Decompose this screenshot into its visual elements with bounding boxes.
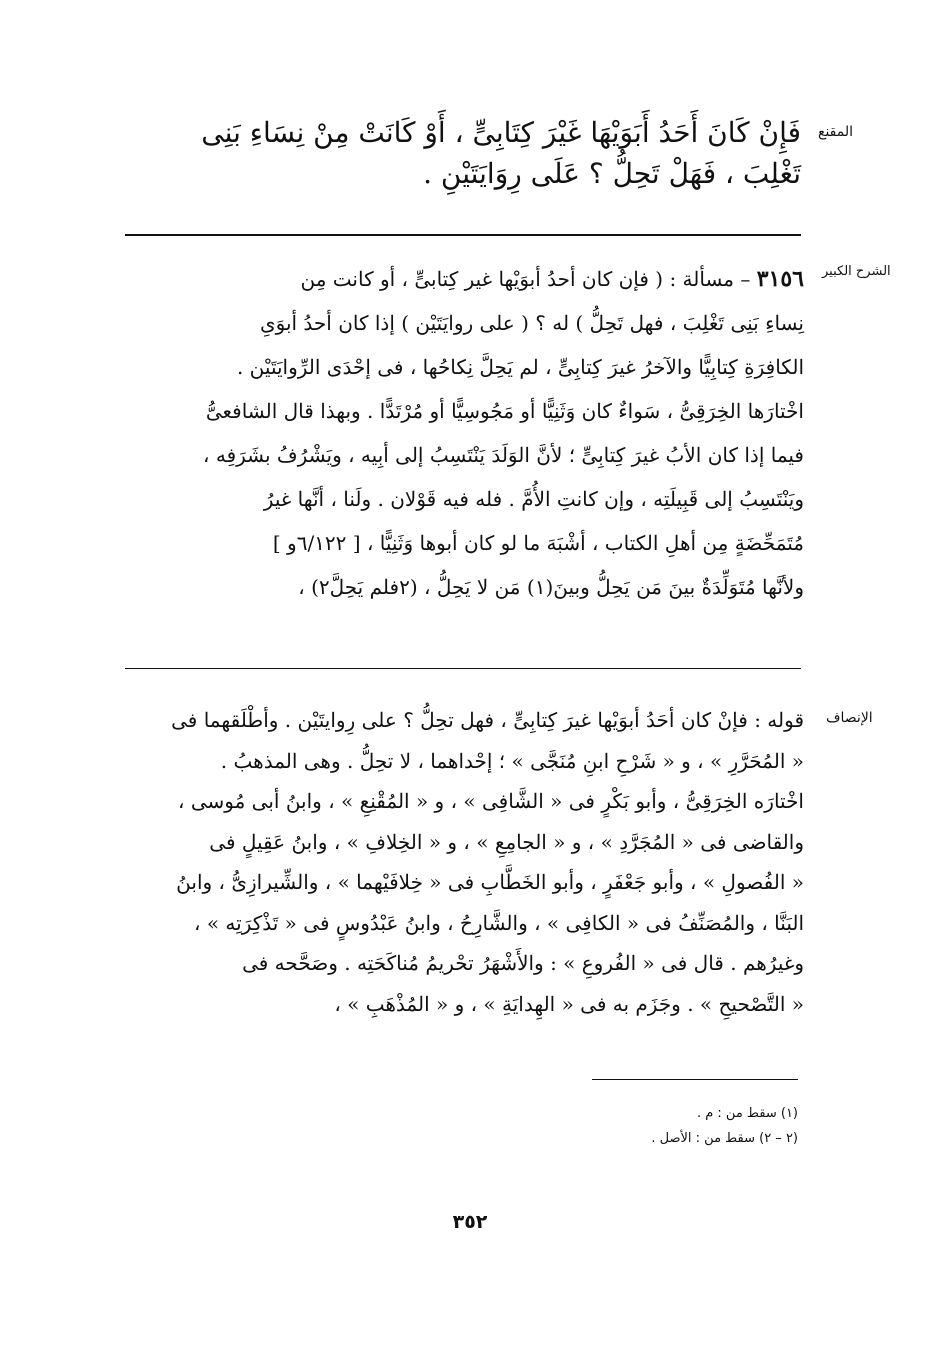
footnote: (١) سقط من : م . [696,1106,798,1121]
matn-text [125,112,801,194]
page-number: ٣٥٢ [452,1211,488,1233]
insaf-line: البَنَّا ، والمُصَنِّفُ فى « الكافِى » ، والشَّارِحُ ، وابنُ عَبْدُوسٍ فى « تَذْكِرَتِه » ، [194,910,804,935]
insaf-label: الإنصاف [826,710,873,726]
sharh-line: الكافِرَةِ كِتابِيًّا والآخرُ غيرَ كِتابِىٍّ ، لم يَحِلَّ نِكاحُها ، فى إحْدَى الرِّوايَتَيْن . [236,355,804,379]
sharh-text [128,257,804,609]
matn-line: فَإِنْ كَانَ أَحَدُ أَبَوَيْهَا غَيْرَ كِتَابِىٍّ ، أَوْ كَانَتْ مِنْ نِسَاءِ بَنِى [201,116,801,149]
issue-number: ٣١٥٦ [756,266,804,292]
footnotes [560,1101,798,1151]
insaf-line: « الفُصولِ » ، وأبو جَعْفَرٍ ، وأبو الخَطَّابِ فى « خِلافَيْهما » ، والشِّيرازِىُّ ، وابنُ [176,870,804,894]
footnote-divider [592,1079,798,1080]
sharh-line: – مسألة : ( فإن كان أحدُ أبوَيْها غير كِتابىٍّ ، أو كانت مِن [300,267,751,291]
sharh-line: ولأنَّها مُتَوَلِّدَةٌ بينَ مَن يَحِلُّ وبينَ(١) مَن لا يَحِلُّ ، (٢فلم يَحِلَّ٢) ، [298,575,804,599]
insaf-text [128,700,804,1024]
sharh-line: فيما إذا كان الأبُ غيرَ كِتابِىٍّ ؛ لأنَّ الوَلَدَ يَنْتَسِبُ إلى أبِيه ، ويَشْرُفُ بشَرَفِه ، [203,443,804,467]
section-divider [125,668,801,669]
sharh-line: اخْتارَها الخِرَقِىُّ ، سَواءٌ كان وَثَنِيًّا أو مَجُوسِيًّا أو مُرْتَدًّا . وبهذا قال الشافعىُّ [205,399,804,423]
sharh-line: نِساءِ بَنِى تَغْلِبَ ، فهل تَحِلُّ ) له ؟ ( على روايَتَيْن ) إذا كان أحدُ أبوَىِ [259,311,804,335]
insaf-line: « المُحَرَّرِ » ، و « شَرْحِ ابنِ مُنَجَّى » ؛ إحْداهما ، لا تحِلُّ . وهى المذهبُ . [220,748,804,773]
insaf-line: اخْتارَه الخِرَقِىُّ ، وأبو بَكْرٍ فى « الشَّافِى » ، و « المُقْنِعِ » ، وابنُ أبى مُوسى ، [178,789,804,813]
insaf-line: والقاضى فى « المُجَرَّدِ » ، و « الجامِعِ » ، و « الخِلافِ » ، وابنُ عَقِيلٍ فى [209,829,804,854]
sharh-label: الشرح الكبير [822,264,891,279]
section-divider [125,234,801,236]
sharh-line: ويَنْتَسِبُ إلى قَبِيلَتِه ، وإن كانتِ الأُمَّ . فله فيه قَوْلان . ولَنا ، أنَّها غيرُ [263,487,804,511]
sharh-line-first [128,257,804,301]
matn-line: تَغْلِبَ ، فَهَلْ تَحِلُّ ؟ عَلَى رِوَايَتَيْنِ . [423,157,801,190]
matn-label: المقنع [818,124,854,140]
insaf-line: وغيرُهم . قال فى « الفُروعِ » : والأَشْهَرُ تحْريمُ مُناكَحَتِه . وصَحَّحه فى [242,951,804,975]
insaf-line: « التَّصْحيحِ » . وجَزَم به فى « الهِدايَةِ » ، و « المُذْهَبِ » ، [334,991,804,1016]
sharh-line: مُتَمَحِّضَةٍ مِن أهلِ الكتاب ، أشْبَهَ ما لو كان أبوها وَثَنِيًّا ، [ ٦/١٢٢و ] [272,531,804,555]
footnote: (٢ – ٢) سقط من : الأصل . [651,1131,798,1146]
insaf-line: قوله : فإنْ كان أحَدُ أبوَيْها غيرَ كِتابِىٍّ ، فهل تحِلُّ ؟ على رِوايتَيْن . وأطْلَقهما فى [171,708,804,732]
